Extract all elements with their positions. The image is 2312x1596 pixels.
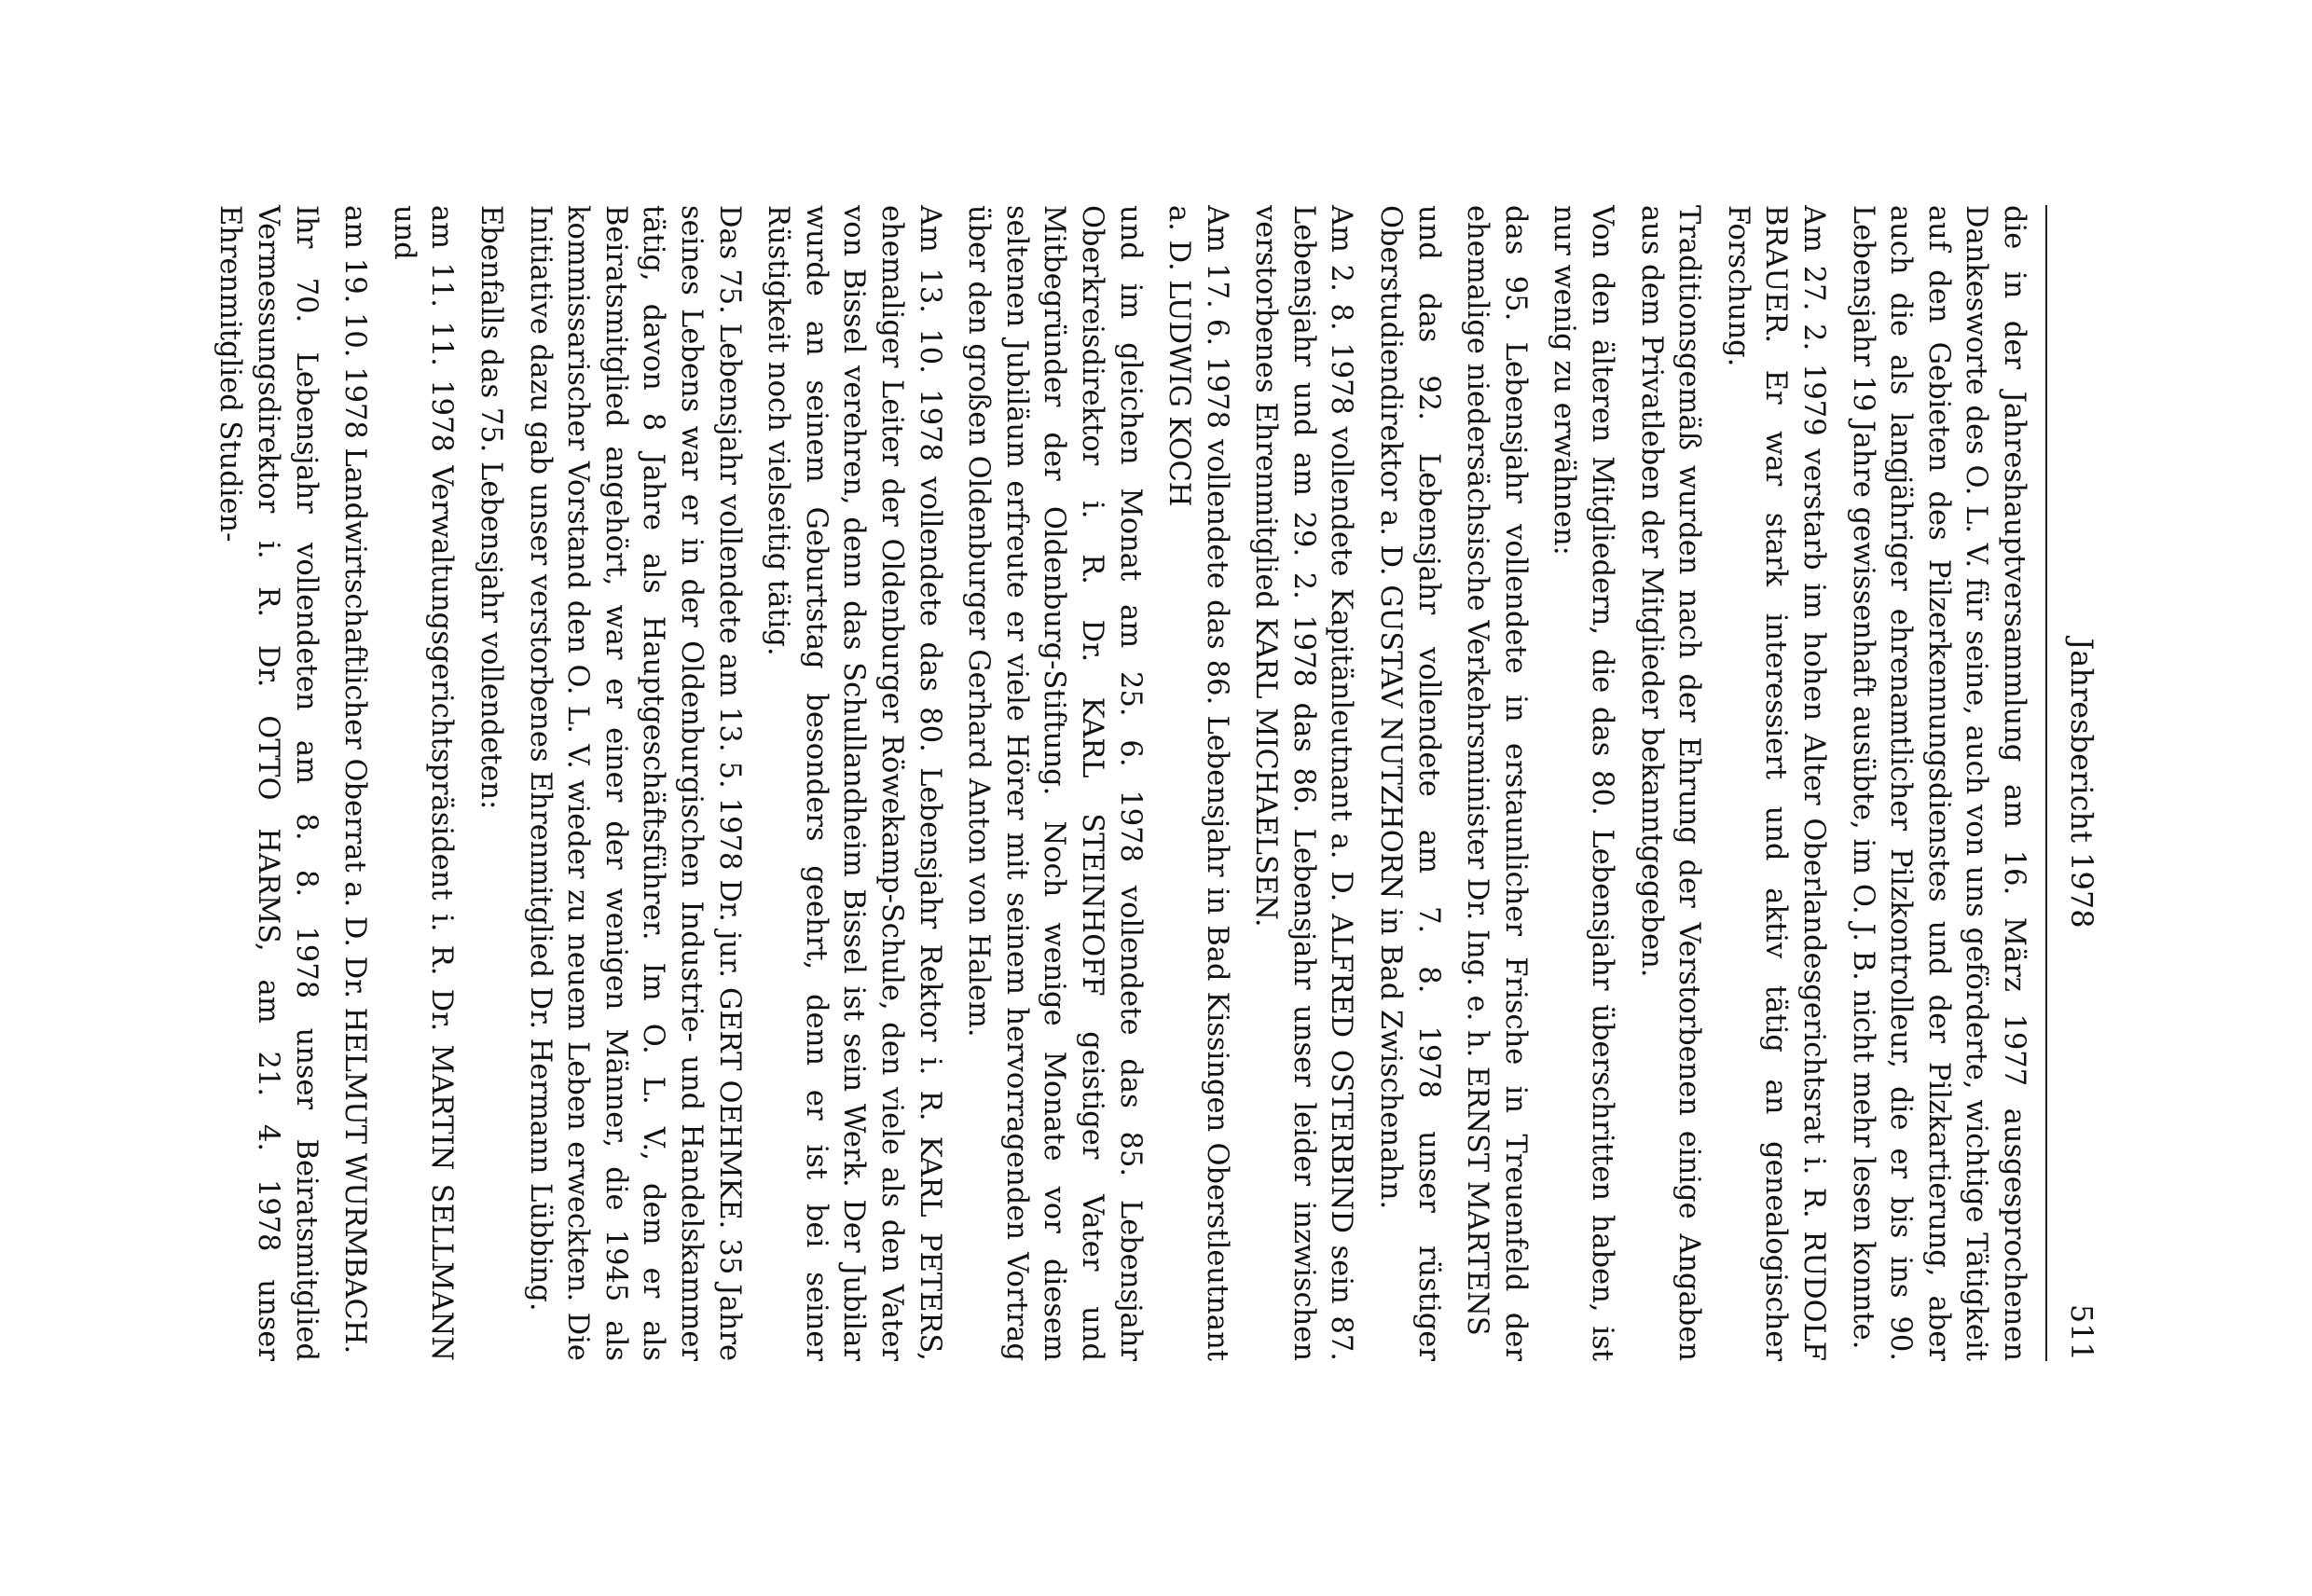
paragraph: am 11. 11. 1978 Verwaltungsgerichtspräsident i. R. Dr. MARTIN SELLMANN und — [387, 205, 459, 1361]
paragraph: und das 92. Lebensjahr vollendete am 7. 8. 1978 unser rüstiger Oberstudiendirektor a. D. GUSTAV NUTZHORN in Bad Zwischenahn. — [1374, 205, 1445, 1361]
paragraph: Am 17. 6. 1978 vollendete das 86. Lebensjahr in Bad Kissingen Oberstleutnant a. D. LUDWIG KOCH — [1163, 205, 1233, 1361]
paragraph: die in der Jahreshauptversammlung am 16. März 1977 ausgesprochenen Dankesworte des O. L. V. für seine, auch von uns geförderte, wichtige Tätigkeit auf den Gebieten des Pilzerkennungsdienstes und der Pilzkartierung, aber auch die als langjähriger ehrenamtlicher Pilzkontrolleur, die er bis ins 90. Lebensjahr 19 Jahre gewissenhaft ausübte, im O. J. B. nicht mehr lesen konnte. — [1846, 205, 2030, 1361]
paragraph: Am 2. 8. 1978 vollendete Kapitänleutnant a. D. ALFRED OSTERBIND sein 87. Lebensjahr und am 29. 2. 1978 das 86. Lebensjahr unser leider inzwischen verstorbenes Ehrenmitglied KARL MICHAELSEN. — [1249, 205, 1358, 1361]
paragraph: Am 27. 2. 1979 verstarb im hohen Alter Oberlandesgerichtsrat i. R. RUDOLF BRAUER. Er war stark interessiert und aktiv tätig an genealogischer Forschung. — [1721, 205, 1831, 1361]
paragraph: am 19. 10. 1978 Landwirtschaftlicher Oberrat a. D. Dr. HELMUT WURMBACH. — [338, 205, 372, 1355]
paragraph: Ebenfalls das 75. Lebensjahr vollendeten: — [475, 205, 508, 810]
rotated-document-page — [213, 205, 2103, 1361]
running-title: Jahresbericht 1978 — [2064, 638, 2099, 929]
paragraph: Am 13. 10. 1978 vollendete das 80. Lebensjahr Rektor i. R. KARL PETERS, ehemaliger Leiter der Oldenburger Röwekamp-Schule, den viele als den Vater von Bissel verehren, denn das Schullandheim Bissel ist sein Werk. Der Jubilar wurde an seinem Geburtstag besonders geehrt, denn er ist bei seiner Rüstigkeit noch vielseitig tätig. — [762, 205, 946, 1361]
paragraph: das 95. Lebensjahr vollendete in erstaunlicher Frische in Treuenfeld der ehemalige niedersächsische Verkehrsminister Dr. Ing. e. h. ERNST MARTENS — [1461, 205, 1532, 1361]
paragraph: Ihr 70. Lebensjahr vollendeten am 8. 8. 1978 unser Beiratsmitglied Vermessungsdirektor i. R. Dr. OTTO HARMS, am 21. 4. 1978 unser Ehrenmitglied Studien- — [213, 205, 323, 1361]
paragraph: Traditionsgemäß wurden nach der Ehrung der Verstorbenen einige Angaben aus dem Privatleben der Mitglieder bekanntgegeben. — [1634, 205, 1706, 1361]
running-header — [2045, 205, 2103, 1361]
paragraph: und im gleichen Monat am 25. 6. 1978 vollendete das 85. Lebensjahr Oberkreisdirektor i. R. Dr. KARL STEINHOFF geistiger Vater und Mitbegründer der Oldenburg-Stiftung. Noch wenige Monate vor diesem seltenen Jubiläum erfreute er viele Hörer mit seinem hervorragenden Vortrag über den großen Oldenburger Gerhard Anton von Halem. — [962, 205, 1147, 1361]
paragraph: Das 75. Lebensjahr vollendete am 13. 5. 1978 Dr. jur. GERT OEHMKE. 35 Jahre seines Lebens war er in der Oldenburgischen Industrie- und Handelskammer tätig, davon 8 Jahre als Hauptgeschäftsführer. Im O. L. V., dem er als Beiratsmitglied angehört, war er einer der wenigen Männer, die 1945 als kommissarischer Vorstand den O. L. V. wieder zu neuem Leben erweckten. Die Initiative dazu gab unser verstorbenes Ehrenmitglied Dr. Hermann Lübbing. — [523, 205, 746, 1361]
page-number: 511 — [2064, 1303, 2099, 1361]
body-text — [211, 205, 2045, 1361]
paragraph: Von den älteren Mitgliedern, die das 80. Lebensjahr überschritten haben, ist nur wenig zu erwähnen: — [1548, 205, 1619, 1361]
